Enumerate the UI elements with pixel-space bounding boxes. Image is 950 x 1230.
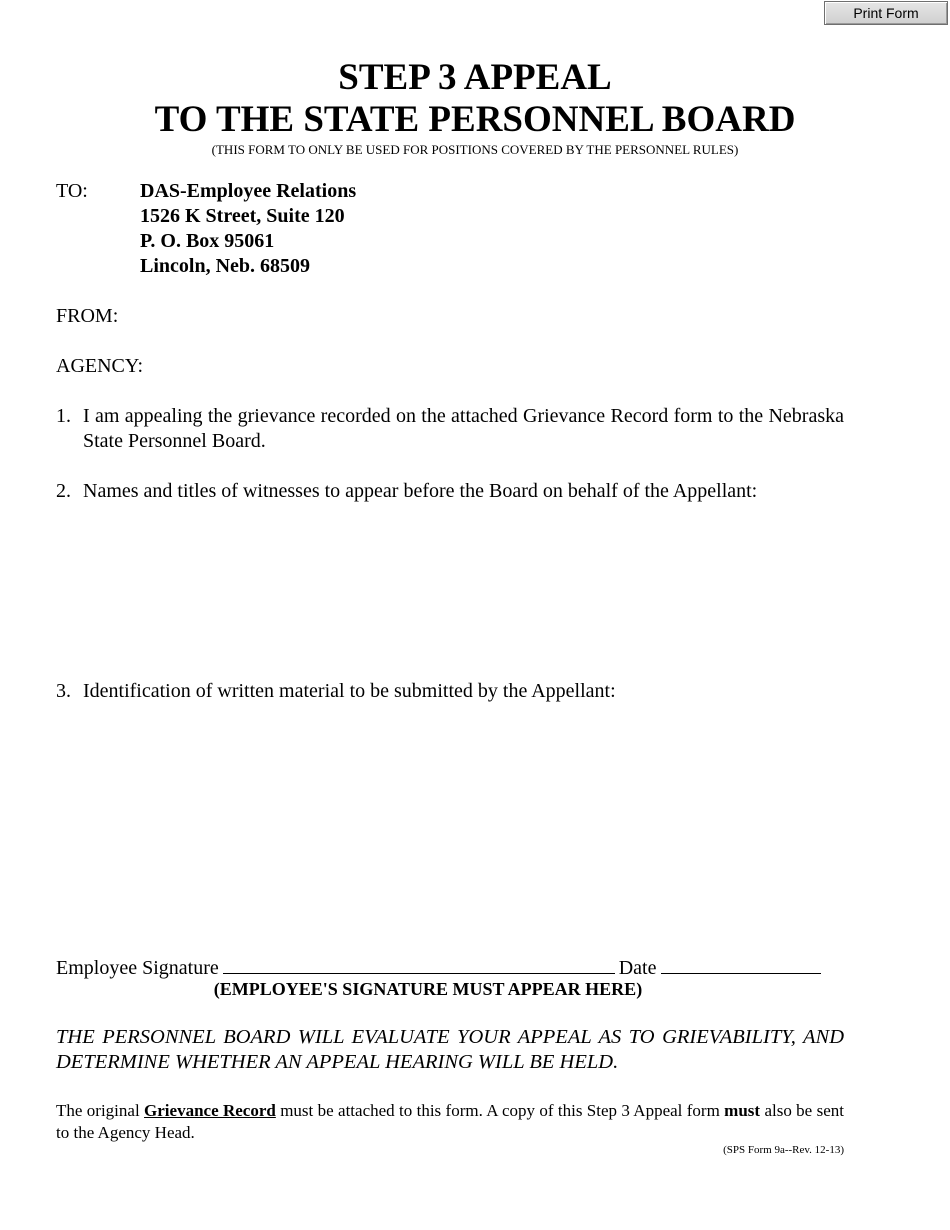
from-label: FROM: [56, 305, 119, 327]
must-emphasis: must [724, 1101, 761, 1120]
address-line: 1526 K Street, Suite 120 [140, 205, 345, 227]
item-text: Identification of written material to be submitted by the Appellant: [83, 680, 616, 702]
item-text: Names and titles of witnesses to appear before the Board on behalf of the Appellant: [83, 480, 758, 502]
form-title-line2: TO THE STATE PERSONNEL BOARD [154, 99, 796, 140]
agency-label: AGENCY: [56, 355, 144, 377]
date-label: Date [618, 957, 657, 979]
signature-note: (EMPLOYEE'S SIGNATURE MUST APPEAR HERE) [213, 979, 643, 999]
print-form-button[interactable]: Print Form [824, 1, 948, 25]
item-number: 1. [56, 405, 71, 427]
footer-text-part2: must be attached to this form. A copy of this Step 3 Appeal form [275, 1101, 725, 1120]
address-line: Lincoln, Neb. 68509 [140, 255, 311, 277]
address-line: DAS-Employee Relations [140, 180, 357, 202]
list-item [56, 679, 844, 704]
signature-row [56, 954, 844, 981]
recipient-address [140, 179, 356, 279]
signature-label: Employee Signature [56, 957, 219, 979]
footer-text-part3: also be sent to the Agency Head. [56, 1101, 844, 1142]
footer-note [56, 1100, 844, 1144]
form-subtitle: (THIS FORM TO ONLY BE USED FOR POSITIONS COVERED BY THE PERSONNEL RULES) [211, 142, 739, 157]
item-number: 2. [56, 480, 71, 502]
item-number: 3. [56, 680, 71, 702]
date-field[interactable] [661, 954, 821, 974]
grievance-record-emphasis: Grievance Record [144, 1101, 276, 1120]
address-line: P. O. Box 95061 [140, 230, 275, 252]
board-evaluation-note: THE PERSONNEL BOARD WILL EVALUATE YOUR APPEAL AS TO GRIEVABILITY, AND DETERMINE WHETHER AN APPEAL HEARING WILL BE HELD. [56, 1026, 844, 1073]
footer-text-part1: The original [56, 1101, 145, 1120]
form-revision-id: (SPS Form 9a--Rev. 12-13) [723, 1144, 844, 1156]
form-title-line1: STEP 3 APPEAL [338, 57, 612, 98]
list-item [56, 479, 844, 504]
list-item [56, 404, 844, 454]
signature-field[interactable] [223, 954, 615, 974]
to-label: TO: [56, 180, 88, 202]
item-text: I am appealing the grievance recorded on the attached Grievance Record form to the Nebraska State Personnel Board. [83, 405, 844, 452]
